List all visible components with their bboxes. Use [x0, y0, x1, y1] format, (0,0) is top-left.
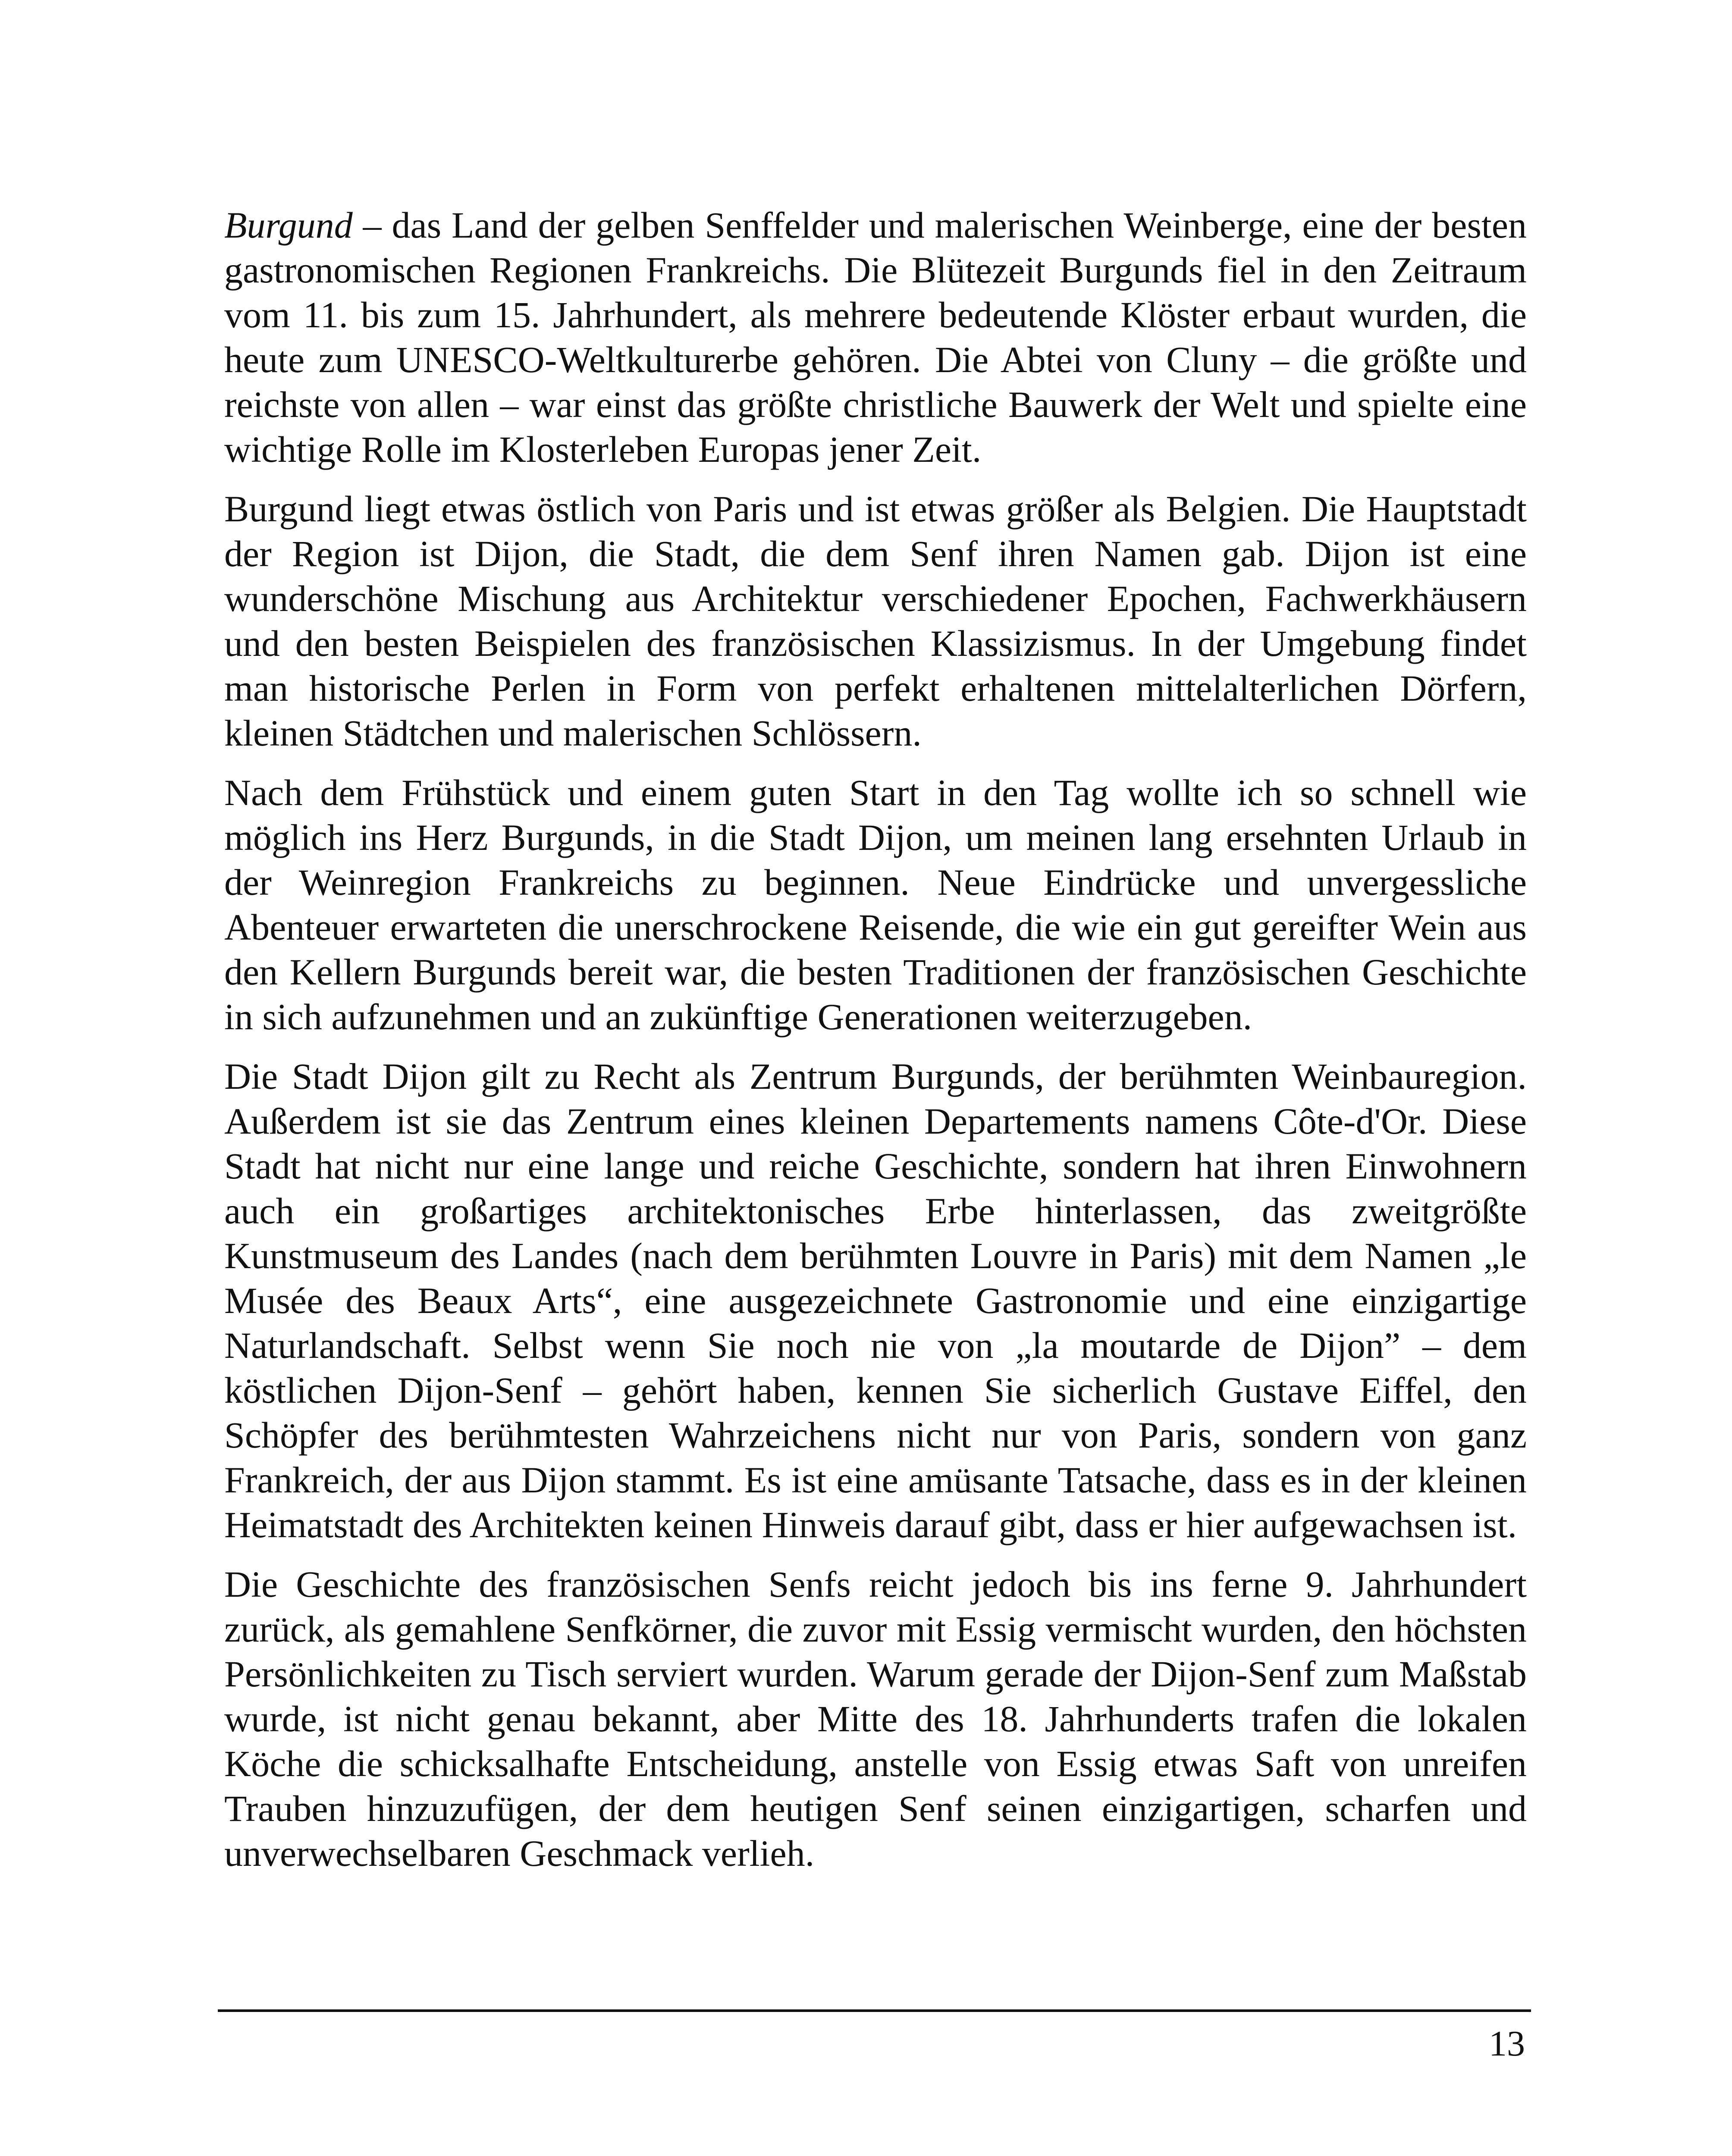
paragraph-4: Die Stadt Dijon gilt zu Recht als Zentrum Burgunds, der berühmten Weinbauregion. Außerdem ist sie das Zentrum eines kleinen Departements namens Côte-d'Or. Diese Stadt hat nicht nur eine lange und reiche Geschichte, sondern hat ihren Einwohnern auch ein großartiges architektonisches Erbe hinterlassen, das zweitgrößte Kunstmuseum des Landes (nach dem berühmten Louvre in Paris) mit dem Namen „le Musée des Beaux Arts“, eine ausgezeichnete Gastronomie und eine einzigartige Naturlandschaft. Selbst wenn Sie noch nie von „la moutarde de Dijon” – dem köstlichen Dijon-Senf – gehört haben, kennen Sie sicherlich Gustave Eiffel, den Schöpfer des berühmtesten Wahrzeichens nicht nur von Paris, sondern von ganz Frankreich, der aus Dijon stammt. Es ist eine amüsante Tatsache, dass es in der kleinen Heimatstadt des Architekten keinen Hinweis darauf gibt, dass er hier aufgewachsen ist.	[224, 1056, 1527, 1545]
paragraph-3: Nach dem Frühstück und einem guten Start in den Tag wollte ich so schnell wie möglich ins Herz Burgunds, in die Stadt Dijon, um meinen lang ersehnten Urlaub in der Weinregion Frankreichs zu beginnen. Neue Eindrücke und unvergessliche Abenteuer erwarteten die unerschrockene Reisende, die wie ein gut gereifter Wein aus den Kellern Burgunds bereit war, die besten Traditionen der französischen Geschichte in sich aufzunehmen und an zukünftige Generationen weiterzugeben.	[224, 772, 1527, 1037]
page-number: 13	[1489, 2024, 1525, 2064]
paragraph-1	[224, 203, 1527, 472]
footer-rule	[218, 2009, 1531, 2012]
paragraph-1-text: – das Land der gelben Senffelder und malerischen Weinberge, eine der besten gastronomischen Regionen Frankreichs. Die Blütezeit Burgunds fiel in den Zeitraum vom 11. bis zum 15. Jahrhundert, als mehrere bedeutende Klöster erbaut wurden, die heute zum UNESCO-Weltkulturerbe gehören. Die Abtei von Cluny – die größte und reichste von allen – war einst das größte christliche Bauwerk der Welt und spielte eine wichtige Rolle im Klosterleben Europas jener Zeit.	[224, 204, 1527, 470]
paragraph-5: Die Geschichte des französischen Senfs reicht jedoch bis ins ferne 9. Jahrhundert zurück, als gemahlene Senfkörner, die zuvor mit Essig vermischt wurden, den höchsten Persönlichkeiten zu Tisch serviert wurden. Warum gerade der Dijon-Senf zum Maßstab wurde, ist nicht genau bekannt, aber Mitte des 18. Jahrhunderts trafen die lokalen Köche die schicksalhafte Entscheidung, anstelle von Essig etwas Saft von unreifen Trauben hinzuzufügen, der dem heutigen Senf seinen einzigartigen, scharfen und unverwechselbaren Geschmack verlieh.	[224, 1564, 1527, 1874]
paragraph-1-lead: Burgund	[224, 204, 353, 246]
body-text	[224, 203, 1527, 1890]
paragraph-2: Burgund liegt etwas östlich von Paris und ist etwas größer als Belgien. Die Hauptstadt der Region ist Dijon, die Stadt, die dem Senf ihren Namen gab. Dijon ist eine wunderschöne Mischung aus Architektur verschiedener Epochen, Fachwerkhäusern und den besten Beispielen des französischen Klassizismus. In der Umgebung findet man historische Perlen in Form von perfekt erhaltenen mittelalterlichen Dörfern, kleinen Städtchen und malerischen Schlössern.	[224, 488, 1527, 754]
